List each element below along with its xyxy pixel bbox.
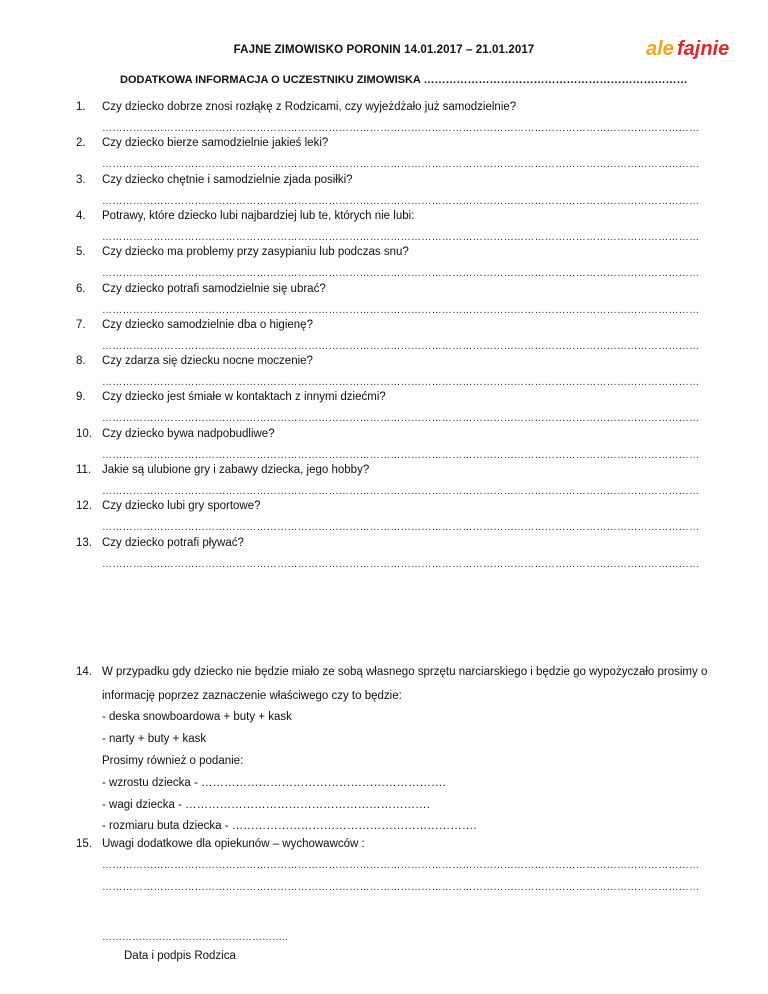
question-4 xyxy=(76,210,414,222)
question-text: Czy dziecko samodzielnie dba o higienę? xyxy=(102,319,313,331)
question-text: W przypadku gdy dziecko nie będzie miało ze sobą własnego sprzętu narciarskiego i będzie go wypożyczało prosimy o xyxy=(102,666,708,678)
question-5 xyxy=(76,246,409,258)
answer-line[interactable]: ………………………………………………………………………………………………………………………………………………………… xyxy=(102,305,700,316)
form-subtitle: DODATKOWA INFORMACJA O UCZESTNIKU ZIMOWISKA ……………………………………………………………… xyxy=(120,74,688,86)
answer-line[interactable]: ………………………………………………………………………………………………………………………………………………………… xyxy=(102,882,700,893)
option-ski: - narty + buty + kask xyxy=(102,733,207,745)
request-text: Prosimy również o podanie: xyxy=(102,755,244,767)
question-13 xyxy=(76,537,244,549)
question-text: Czy dziecko lubi gry sportowe? xyxy=(102,500,261,512)
question-text: Czy dziecko dobrze znosi rozłąkę z Rodzicami, czy wyjeżdżało już samodzielnie? xyxy=(102,101,517,113)
logo-text-fajnie: fajnie xyxy=(677,38,730,60)
question-text: Jakie są ulubione gry i zabawy dziecka, jego hobby? xyxy=(102,464,370,476)
question-number: 15. xyxy=(76,838,92,850)
question-text: Czy zdarza się dziecku nocne moczenie? xyxy=(102,355,313,367)
question-number: 3. xyxy=(76,174,86,186)
question-number: 14. xyxy=(76,666,92,678)
question-text: Czy dziecko potrafi pływać? xyxy=(102,537,244,549)
answer-line[interactable]: ………………………………………………………………………………………………………………………………………………………… xyxy=(102,413,700,424)
answer-line[interactable]: ………………………………………………………………………………………………………………………………………………………… xyxy=(102,860,700,871)
answer-line[interactable]: ………………………………………………………………………………………………………………………………………………………… xyxy=(102,377,700,388)
question-text: Czy dziecko chętnie i samodzielnie zjada posiłki? xyxy=(102,174,353,186)
answer-line[interactable]: ………………………………………………………………………………………………………………………………………………………… xyxy=(102,159,700,170)
question-number: 6. xyxy=(76,283,86,295)
question-12 xyxy=(76,500,261,512)
answer-line[interactable]: ………………………………………………………………………………………………………………………………………………………… xyxy=(102,559,700,570)
answer-line[interactable]: ………………………………………………………………………………………………………………………………………………………… xyxy=(102,341,700,352)
shoe-size-field[interactable]: - rozmiaru buta dziecka - ………………………………………………………. xyxy=(102,820,477,832)
question-2 xyxy=(76,137,328,149)
option-snowboard: - deska snowboardowa + buty + kask xyxy=(102,711,292,723)
question-number: 1. xyxy=(76,101,86,113)
height-field[interactable]: - wzrostu dziecka - ………………………………………………………. xyxy=(102,777,446,789)
question-text: Potrawy, które dziecko lubi najbardziej lub te, których nie lubi: xyxy=(102,210,415,222)
question-number: 5. xyxy=(76,246,86,258)
signature-line[interactable]: ……………………………………………….. xyxy=(102,932,288,943)
page-title: FAJNE ZIMOWISKO PORONIN 14.01.2017 – 21.01.2017 xyxy=(233,44,535,56)
question-text: Czy dziecko bywa nadpobudliwe? xyxy=(102,428,275,440)
question-1 xyxy=(76,101,516,113)
question-14 xyxy=(76,666,707,678)
question-text: Czy dziecko jest śmiałe w kontaktach z innymi dziećmi? xyxy=(102,391,386,403)
signature-label: Data i podpis Rodzica xyxy=(124,950,236,962)
answer-line[interactable]: ………………………………………………………………………………………………………………………………………………………… xyxy=(102,123,700,134)
answer-line[interactable]: ………………………………………………………………………………………………………………………………………………………… xyxy=(102,268,700,279)
answer-line[interactable]: ………………………………………………………………………………………………………………………………………………………… xyxy=(102,486,700,497)
question-text: Uwagi dodatkowe dla opiekunów – wychowawców : xyxy=(102,838,365,850)
question-15 xyxy=(76,838,365,850)
question-7 xyxy=(76,319,313,331)
question-number: 12. xyxy=(76,500,92,512)
question-10 xyxy=(76,428,275,440)
question-text: Czy dziecko ma problemy przy zasypianiu lub podczas snu? xyxy=(102,246,409,258)
question-14-continued: informację poprzez zaznaczenie właściwego czy to będzie: xyxy=(102,690,402,702)
question-text: Czy dziecko potrafi samodzielnie się ubrać? xyxy=(102,283,326,295)
answer-line[interactable]: ………………………………………………………………………………………………………………………………………………………… xyxy=(102,196,700,207)
question-number: 2. xyxy=(76,137,86,149)
question-number: 7. xyxy=(76,319,86,331)
answer-line[interactable]: ………………………………………………………………………………………………………………………………………………………… xyxy=(102,450,700,461)
question-number: 8. xyxy=(76,355,86,367)
logo-text-ale: ale xyxy=(646,38,674,60)
question-text: Czy dziecko bierze samodzielnie jakieś leki? xyxy=(102,137,329,149)
question-number: 9. xyxy=(76,391,86,403)
answer-line[interactable]: ………………………………………………………………………………………………………………………………………………………… xyxy=(102,232,700,243)
question-11 xyxy=(76,464,369,476)
alefajnie-logo xyxy=(644,30,744,66)
question-number: 13. xyxy=(76,537,92,549)
question-3 xyxy=(76,174,353,186)
question-number: 4. xyxy=(76,210,86,222)
question-8 xyxy=(76,355,313,367)
question-number: 11. xyxy=(76,464,92,476)
answer-line[interactable]: ………………………………………………………………………………………………………………………………………………………… xyxy=(102,522,700,533)
question-number: 10. xyxy=(76,428,92,440)
question-6 xyxy=(76,283,326,295)
question-9 xyxy=(76,391,386,403)
weight-field[interactable]: - wagi dziecka - ………………………………………………………. xyxy=(102,799,430,811)
